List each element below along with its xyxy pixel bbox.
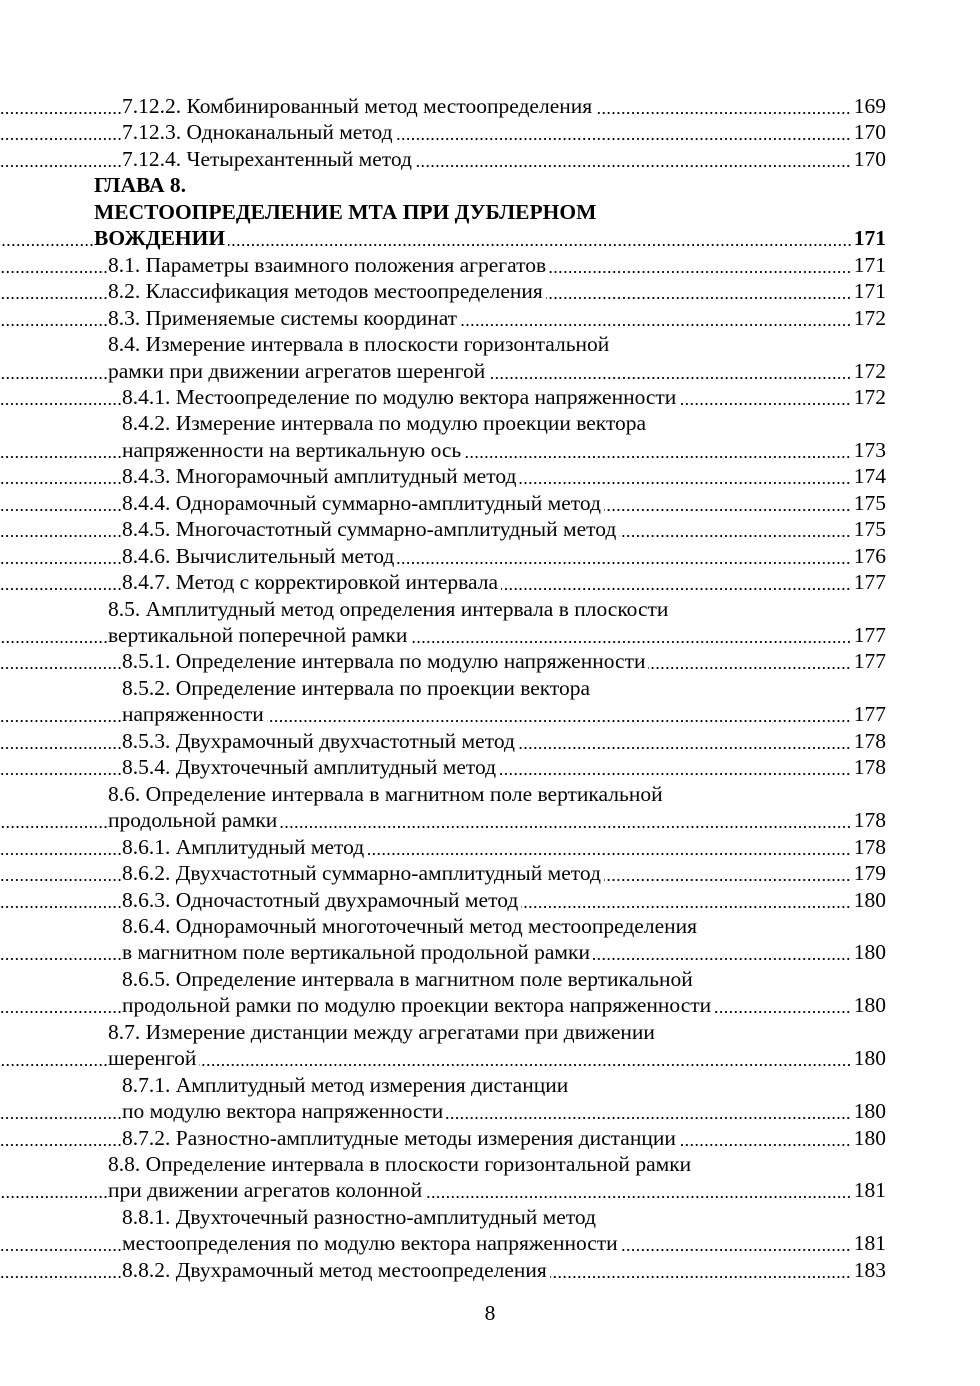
toc-entry-page: 175: [851, 490, 886, 517]
toc-entry: [0, 490, 886, 517]
toc-entry: [0, 331, 886, 358]
toc-entry: [0, 860, 886, 887]
toc-entry-page: 176: [851, 543, 886, 570]
toc-entry: [0, 543, 886, 570]
toc-entry: [0, 728, 886, 755]
toc-entry-page: 178: [851, 754, 886, 781]
toc-entry: [0, 834, 886, 861]
toc-entry-page: 173: [851, 437, 886, 464]
toc-entry-page: 178: [851, 728, 886, 755]
toc-entry: [0, 93, 886, 120]
toc-entry-title: 8.4.7. Метод с корректировкой интервала: [122, 569, 501, 596]
toc-entry-title: продольной рамки по модулю проекции вектора напряженности: [122, 992, 714, 1019]
toc-entry-page: 172: [851, 305, 886, 332]
chapter-heading-line: [0, 225, 886, 252]
toc-entry-title: напряженности: [122, 701, 267, 728]
toc-entry: [0, 887, 886, 914]
toc-entry-title: МЕСТООПРЕДЕЛЕНИЕ МТА ПРИ ДУБЛЕРНОМ: [94, 199, 597, 224]
toc-entry: [0, 807, 886, 834]
toc-entry-page: 177: [851, 701, 886, 728]
toc-entry-title: 8.6.3. Одночастотный двухрамочный метод: [122, 887, 521, 914]
toc-entry-title: 8.6. Определение интервала в магнитном поле вертикальной: [108, 781, 663, 806]
toc-entry-title: в магнитном поле вертикальной продольной рамки: [122, 939, 593, 966]
toc-entry-title: 8.5. Амплитудный метод определения интервала в плоскости: [108, 596, 669, 621]
toc-entry: [0, 939, 886, 966]
toc-entry-title: ВОЖДЕНИИ: [94, 225, 228, 252]
toc-entry-title: 8.6.2. Двухчастотный суммарно-амплитудный метод: [122, 860, 604, 887]
toc-entry-title: рамки при движении агрегатов шеренгой: [108, 358, 488, 385]
toc-entry: [0, 1072, 886, 1099]
toc-entry-title: 8.4.1. Местоопределение по модулю вектора напряженности: [122, 384, 679, 411]
toc-entry: [0, 596, 886, 623]
toc-entry-title: вертикальной поперечной рамки: [108, 622, 410, 649]
toc-entry-page: 177: [851, 622, 886, 649]
toc-entry-page: 180: [851, 1125, 886, 1152]
chapter-heading-line: [0, 199, 886, 226]
toc-entry: [0, 119, 886, 146]
toc-entry-title: 7.12.2. Комбинированный метод местоопределения: [122, 93, 595, 120]
toc-entry: [0, 146, 886, 173]
toc-entry-title: 8.1. Параметры взаимного положения агрегатов: [108, 252, 549, 279]
toc-entry-page: 171: [851, 252, 886, 279]
chapter-heading-line: [0, 172, 886, 199]
toc-entry: [0, 648, 886, 675]
toc-entry: [0, 358, 886, 385]
toc-entry-title: 8.6.4. Однорамочный многоточечный метод местоопределения: [122, 913, 698, 938]
toc-entry: [0, 1098, 886, 1125]
toc-entry-title: 8.7.1. Амплитудный метод измерения дистанции: [122, 1072, 569, 1097]
toc-entry-title: 8.8.2. Двухрамочный метод местоопределения: [122, 1257, 550, 1284]
toc-entry: [0, 1019, 886, 1046]
toc-entry-page: 170: [851, 119, 886, 146]
toc-entry-title: местоопределения по модулю вектора напряженности: [122, 1230, 621, 1257]
toc-entry-title: 7.12.4. Четырехантенный метод: [122, 146, 415, 173]
toc-entry: [0, 463, 886, 490]
toc-entry: [0, 278, 886, 305]
toc-entry-title: 8.4. Измерение интервала в плоскости горизонтальной: [108, 332, 610, 357]
toc-entry-title: 8.8.1. Двухточечный разностно-амплитудный метод: [122, 1204, 596, 1229]
toc-entry-page: 180: [851, 1045, 886, 1072]
toc-entry-title: 8.5.3. Двухрамочный двухчастотный метод: [122, 728, 518, 755]
toc-entry: [0, 1045, 886, 1072]
toc-entry-page: 180: [851, 939, 886, 966]
toc-entry: [0, 754, 886, 781]
toc-entry-title: 8.5.4. Двухточечный амплитудный метод: [122, 754, 499, 781]
toc-entry-page: 172: [851, 358, 886, 385]
toc-entry: [0, 675, 886, 702]
toc-entry-title: по модулю вектора напряженности: [122, 1098, 446, 1125]
toc-entry-title: 8.6.5. Определение интервала в магнитном поле вертикальной: [122, 966, 693, 991]
toc-entry-page: 174: [851, 463, 886, 490]
toc-entry-title: 7.12.3. Одноканальный метод: [122, 119, 396, 146]
toc-entry: [0, 384, 886, 411]
toc-entry-title: напряженности на вертикальную ось: [122, 437, 464, 464]
toc-entry-page: 180: [851, 1098, 886, 1125]
toc-entry: [0, 1204, 886, 1231]
toc-entry-title: 8.4.5. Многочастотный суммарно-амплитудный метод: [122, 516, 619, 543]
toc-entry-page: 181: [851, 1230, 886, 1257]
toc-entry: [0, 252, 886, 279]
toc-entry: [0, 992, 886, 1019]
toc-entry-title: 8.7.2. Разностно-амплитудные методы измерения дистанции: [122, 1125, 679, 1152]
toc-entry-title: 8.3. Применяемые системы координат: [108, 305, 460, 332]
page-number: 8: [484, 1301, 496, 1325]
toc-entry-page: 180: [851, 887, 886, 914]
toc-entry-page: 170: [851, 146, 886, 173]
toc-entry-title: 8.8. Определение интервала в плоскости горизонтальной рамки: [108, 1152, 692, 1176]
toc-entry-title: при движении агрегатов колонной: [108, 1177, 425, 1204]
toc-entry-title: 8.6.1. Амплитудный метод: [122, 834, 367, 861]
toc-entry: [0, 410, 886, 437]
toc-entry-title: 8.7. Измерение дистанции между агрегатами при движении: [108, 1019, 655, 1044]
toc-entry-page: 183: [851, 1257, 886, 1284]
toc-entry: [0, 1125, 886, 1152]
toc-entry-title: ГЛАВА 8.: [94, 173, 186, 198]
toc-entry-title: шеренгой: [108, 1045, 199, 1072]
toc-entry-page: 178: [851, 834, 886, 861]
toc-entry: [0, 913, 886, 940]
toc-entry-title: 8.4.6. Вычислительный метод: [122, 543, 397, 570]
toc-entry-page: 179: [851, 860, 886, 887]
toc-entry: [0, 437, 886, 464]
toc-entry: [0, 305, 886, 332]
toc-entry-page: 181: [851, 1177, 886, 1204]
toc-entry: [0, 1177, 886, 1204]
toc-entry: [0, 966, 886, 993]
toc-entry: [0, 701, 886, 728]
toc-entry-title: 8.5.2. Определение интервала по проекции вектора: [122, 675, 591, 700]
toc-entry: [0, 516, 886, 543]
toc-entry-page: 175: [851, 516, 886, 543]
toc-entry-title: продольной рамки: [108, 807, 280, 834]
toc-entry-title: 8.4.4. Однорамочный суммарно-амплитудный метод: [122, 490, 604, 517]
toc-entry: [0, 1151, 886, 1178]
toc-entry-page: 177: [851, 648, 886, 675]
toc-entry-page: 180: [851, 992, 886, 1019]
toc-entry-title: 8.4.2. Измерение интервала по модулю проекции вектора: [122, 411, 647, 436]
toc-entry-page: 171: [851, 278, 886, 305]
toc-entry: [0, 1230, 886, 1257]
toc-entry-title: 8.2. Классификация методов местоопределения: [108, 278, 546, 305]
toc-entry-title: 8.5.1. Определение интервала по модулю напряженности: [122, 648, 648, 675]
toc-entry-page: 171: [851, 225, 886, 252]
toc-entry: [0, 622, 886, 649]
toc-entry: [0, 1257, 886, 1284]
toc-entry-page: 177: [851, 569, 886, 596]
toc-entry-page: 172: [851, 384, 886, 411]
toc-entry-title: 8.4.3. Многорамочный амплитудный метод: [122, 463, 519, 490]
toc-entry-page: 169: [851, 93, 886, 120]
toc-entry: [0, 781, 886, 808]
toc-entry: [0, 569, 886, 596]
toc-entry-page: 178: [851, 807, 886, 834]
